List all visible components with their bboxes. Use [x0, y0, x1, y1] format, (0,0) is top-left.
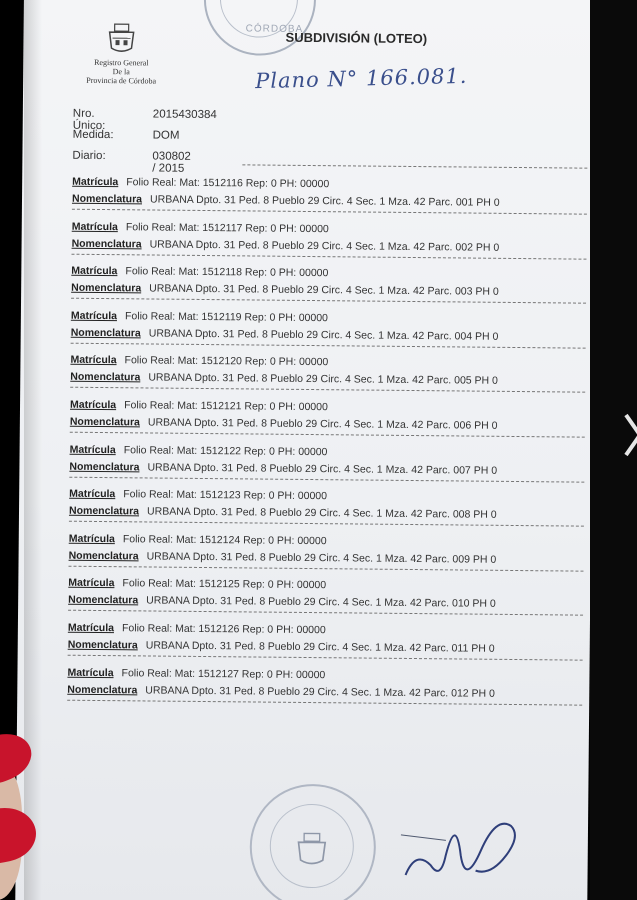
- header-divider: [242, 164, 587, 168]
- matricula-line: [70, 354, 328, 368]
- matricula-label: Matrícula: [69, 443, 116, 456]
- chevron-right-icon[interactable]: [622, 405, 637, 465]
- nomenclatura-line: [71, 282, 499, 298]
- nomenclatura-label: Nomenclatura: [70, 326, 141, 340]
- matricula-line: [69, 533, 327, 547]
- record-divider: [70, 432, 585, 438]
- matricula-label: Matrícula: [67, 666, 114, 679]
- record-entry: [71, 220, 542, 254]
- record-divider: [71, 298, 586, 304]
- nomenclatura-label: Nomenclatura: [67, 638, 138, 652]
- matricula-line: [69, 488, 327, 502]
- record-entry: [70, 354, 541, 388]
- nomenclatura-text: URBANA Dpto. 31 Ped. 8 Pueblo 29 Circ. 4 Sec. 1 Mza. 42 Parc. 005 PH 0: [148, 371, 498, 388]
- stamp-crest-icon: [292, 829, 332, 869]
- nomenclatura-line: [70, 416, 498, 432]
- field-value: DOM: [152, 129, 180, 142]
- field-label: Medida:: [72, 128, 114, 142]
- nomenclatura-text: URBANA Dpto. 31 Ped. 8 Pueblo 29 Circ. 4 Sec. 1 Mza. 42 Parc. 002 PH 0: [149, 238, 500, 254]
- matricula-label: Matrícula: [71, 264, 118, 278]
- nomenclatura-line: [69, 460, 497, 476]
- matricula-text: Folio Real: Mat: 1512122 Rep: 0 PH: 00000: [123, 443, 328, 458]
- nomenclatura-line: [68, 594, 496, 610]
- nomenclatura-label: Nomenclatura: [71, 192, 143, 206]
- matricula-line: [70, 399, 328, 413]
- nomenclatura-label: Nomenclatura: [68, 504, 140, 518]
- nomenclatura-line: [67, 683, 495, 699]
- record-divider: [68, 566, 583, 572]
- nomenclatura-label: Nomenclatura: [71, 237, 142, 250]
- record-entry: [69, 443, 540, 477]
- record-divider: [67, 699, 582, 705]
- matricula-label: Matrícula: [71, 220, 118, 233]
- nomenclatura-line: [69, 550, 497, 566]
- nomenclatura-text: URBANA Dpto. 31 Ped. 8 Pueblo 29 Circ. 4 Sec. 1 Mza. 42 Parc. 006 PH 0: [147, 416, 498, 432]
- nomenclatura-line: [72, 237, 500, 253]
- record-divider: [72, 209, 587, 215]
- registry-line-3: Provincia de Córdoba: [86, 75, 157, 86]
- matricula-text: Folio Real: Mat: 1512125 Rep: 0 PH: 00000: [122, 577, 327, 592]
- matricula-text: Folio Real: Mat: 1512117 Rep: 0 PH: 00000: [125, 220, 329, 235]
- record-entry: [69, 398, 540, 432]
- field-value: 030802 / 2015: [152, 150, 191, 175]
- record-entry: [71, 175, 542, 209]
- matricula-text: Folio Real: Mat: 1512118 Rep: 0 PH: 00000: [125, 265, 329, 280]
- top-seal-text: CÓRDOBA: [245, 23, 304, 35]
- matricula-label: Matrícula: [70, 309, 118, 322]
- record-entry: [71, 264, 541, 299]
- province-crest-icon: [103, 20, 139, 56]
- matricula-line: [72, 220, 329, 234]
- nomenclatura-label: Nomenclatura: [68, 549, 139, 563]
- nomenclatura-text: URBANA Dpto. 31 Ped. 8 Pueblo 29 Circ. 4 Sec. 1 Mza. 42 Parc. 007 PH 0: [147, 461, 498, 477]
- record-divider: [69, 521, 584, 527]
- nomenclatura-label: Nomenclatura: [69, 415, 140, 429]
- matricula-label: Matrícula: [68, 532, 115, 545]
- matricula-label: Matrícula: [68, 577, 115, 590]
- nomenclatura-text: URBANA Dpto. 31 Ped. 8 Pueblo 29 Circ. 4 Sec. 1 Mza. 42 Parc. 008 PH 0: [146, 505, 497, 522]
- nomenclatura-line: [70, 371, 498, 387]
- record-entry: [68, 487, 539, 522]
- matricula-text: Folio Real: Mat: 1512120 Rep: 0 PH: 00000: [124, 354, 329, 369]
- top-official-seal: [203, 0, 316, 56]
- document-page: [15, 0, 596, 900]
- matricula-text: Folio Real: Mat: 1512127 Rep: 0 PH: 00000: [121, 666, 326, 681]
- matricula-line: [72, 176, 329, 190]
- registry-name: [73, 58, 169, 86]
- nomenclatura-label: Nomenclatura: [67, 683, 138, 696]
- matricula-label: Matrícula: [70, 354, 117, 367]
- field-label: Diario:: [72, 149, 106, 163]
- field-value: 2015430384: [152, 108, 217, 122]
- nomenclatura-line: [72, 193, 500, 209]
- nomenclatura-text: URBANA Dpto. 31 Ped. 8 Pueblo 29 Circ. 4 Sec. 1 Mza. 42 Parc. 012 PH 0: [145, 684, 495, 700]
- matricula-line: [71, 265, 328, 279]
- nomenclatura-line: [71, 327, 499, 343]
- document-title: SUBDIVISIÓN (LOTEO): [285, 29, 428, 47]
- record-divider: [71, 253, 586, 259]
- record-divider: [71, 343, 586, 349]
- nomenclatura-text: URBANA Dpto. 31 Ped. 8 Pueblo 29 Circ. 4 Sec. 1 Mza. 42 Parc. 003 PH 0: [149, 282, 499, 299]
- record-entry: [68, 532, 539, 566]
- nomenclatura-line: [69, 505, 497, 521]
- nomenclatura-label: Nomenclatura: [70, 371, 141, 384]
- matricula-line: [68, 622, 326, 636]
- record-entry: [68, 577, 538, 611]
- record-entry: [70, 309, 541, 343]
- matricula-text: Folio Real: Mat: 1512126 Rep: 0 PH: 00000: [121, 622, 326, 637]
- handwritten-signature: [385, 795, 536, 896]
- nomenclatura-label: Nomenclatura: [68, 594, 139, 607]
- field-label: Nro. Único:: [72, 107, 106, 133]
- record-divider: [68, 655, 583, 661]
- matricula-label: Matrícula: [72, 175, 119, 189]
- record-divider: [69, 476, 584, 482]
- matricula-line: [71, 310, 328, 324]
- nomenclatura-text: URBANA Dpto. 31 Ped. 8 Pueblo 29 Circ. 4 Sec. 1 Mza. 42 Parc. 009 PH 0: [146, 550, 497, 566]
- matricula-label: Matrícula: [69, 398, 117, 412]
- matricula-text: Folio Real: Mat: 1512121 Rep: 0 PH: 00000: [124, 399, 328, 414]
- matricula-text: Folio Real: Mat: 1512124 Rep: 0 PH: 00000: [122, 533, 327, 547]
- nomenclatura-line: [68, 639, 495, 655]
- record-divider: [68, 610, 583, 616]
- nomenclatura-label: Nomenclatura: [69, 460, 140, 473]
- record-entry: [67, 666, 538, 700]
- record-entry: [67, 621, 538, 655]
- matricula-line: [70, 443, 328, 457]
- nomenclatura-text: URBANA Dpto. 31 Ped. 8 Pueblo 29 Circ. 4 Sec. 1 Mza. 42 Parc. 004 PH 0: [148, 327, 499, 343]
- nomenclatura-text: URBANA Dpto. 31 Ped. 8 Pueblo 29 Circ. 4 Sec. 1 Mza. 42 Parc. 010 PH 0: [146, 594, 496, 611]
- matricula-text: Folio Real: Mat: 1512116 Rep: 0 PH: 00000: [126, 176, 330, 191]
- registry-line-1: Registro General: [94, 57, 149, 68]
- nomenclatura-text: URBANA Dpto. 31 Ped. 8 Pueblo 29 Circ. 4 Sec. 1 Mza. 42 Parc. 001 PH 0: [149, 193, 500, 209]
- nomenclatura-text: URBANA Dpto. 31 Ped. 8 Pueblo 29 Circ. 4 Sec. 1 Mza. 42 Parc. 011 PH 0: [145, 639, 495, 655]
- matricula-line: [68, 577, 326, 591]
- matricula-text: Folio Real: Mat: 1512119 Rep: 0 PH: 00000: [124, 310, 328, 324]
- registry-line-2: De la: [112, 67, 130, 77]
- matricula-label: Matrícula: [67, 621, 115, 635]
- matricula-label: Matrícula: [69, 487, 116, 501]
- matricula-text: Folio Real: Mat: 1512123 Rep: 0 PH: 00000: [123, 488, 328, 503]
- handwritten-plan-number: Plano N° 166.081.: [254, 63, 468, 94]
- nomenclatura-label: Nomenclatura: [71, 281, 142, 295]
- matricula-line: [67, 666, 325, 680]
- record-divider: [70, 387, 585, 393]
